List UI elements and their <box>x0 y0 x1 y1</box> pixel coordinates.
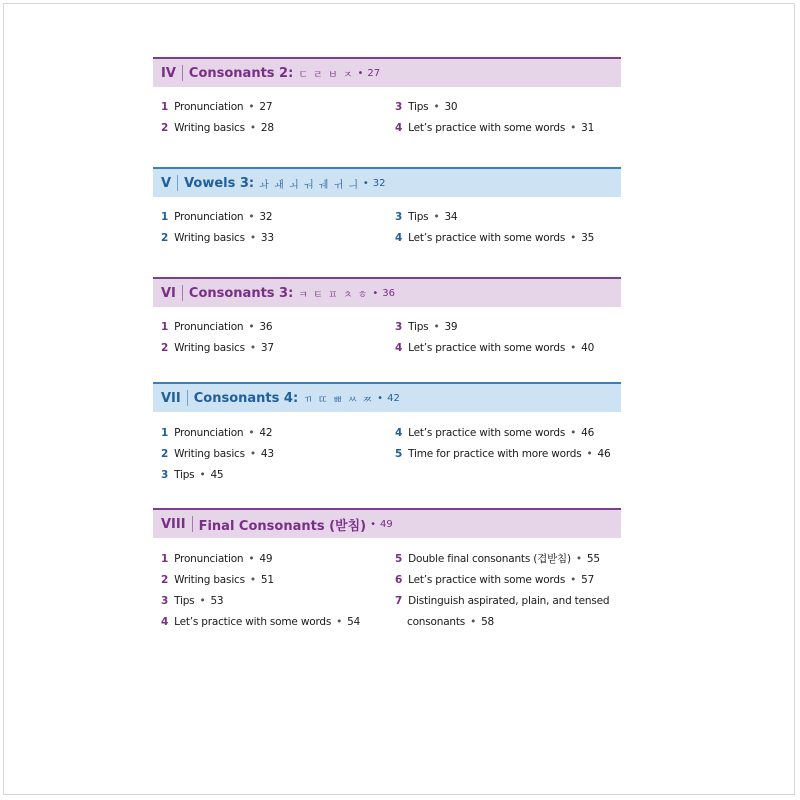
toc-item[interactable] <box>161 320 272 334</box>
section-page: 27 <box>367 67 381 79</box>
toc-item[interactable] <box>161 552 272 566</box>
item-page: 49 <box>259 553 273 565</box>
item-label: Distinguish aspirated, plain, and tensed <box>408 595 610 607</box>
item-page: 33 <box>260 232 274 244</box>
toc-item[interactable] <box>161 210 272 224</box>
toc-section-vii <box>153 382 621 412</box>
item-page: 55 <box>586 553 600 565</box>
section-page: 49 <box>380 518 393 530</box>
bullet-dot: • <box>249 448 256 460</box>
item-page: 36 <box>259 321 273 333</box>
section-number: V <box>161 175 172 191</box>
section-page: 42 <box>387 392 400 404</box>
toc-item[interactable] <box>161 100 272 114</box>
toc-item[interactable] <box>395 121 594 135</box>
item-label: Tips <box>408 321 429 333</box>
section-header[interactable] <box>153 57 621 87</box>
item-page: 40 <box>581 342 595 354</box>
section-title: Final Consonants (받침) <box>198 518 367 534</box>
toc-section-vi <box>153 277 621 307</box>
toc-item[interactable] <box>395 341 594 355</box>
item-label: Writing basics <box>174 342 245 354</box>
item-number: 4 <box>161 616 169 628</box>
item-number: 2 <box>161 122 169 134</box>
item-number: 3 <box>395 101 403 113</box>
toc-item[interactable] <box>395 210 457 224</box>
toc-item-continuation[interactable] <box>395 615 494 629</box>
toc-section-viii <box>153 508 621 538</box>
toc-item[interactable] <box>161 121 274 135</box>
section-title: Vowels 3: <box>184 175 255 191</box>
item-label: Writing basics <box>174 574 245 586</box>
bullet-dot: • <box>570 574 577 586</box>
item-page: 58 <box>481 616 495 628</box>
item-page: 31 <box>581 122 595 134</box>
item-label: Tips <box>408 211 429 223</box>
item-label: Time for practice with more words <box>408 448 582 460</box>
section-page: 32 <box>372 177 386 189</box>
section-hangul: ㅋ ㅌ ㅍ ㅊ ㅎ <box>298 289 369 301</box>
item-number: 1 <box>161 101 169 113</box>
item-label: Let’s practice with some words <box>408 232 566 244</box>
bullet-dot: • <box>199 469 206 481</box>
item-number: 7 <box>395 595 403 607</box>
toc-item[interactable] <box>395 100 457 114</box>
item-page: 45 <box>210 469 224 481</box>
toc-item[interactable] <box>161 468 223 482</box>
item-number: 2 <box>161 342 169 354</box>
item-page: 43 <box>260 448 274 460</box>
item-page: 35 <box>581 232 595 244</box>
toc-item[interactable] <box>161 594 223 608</box>
header-divider <box>192 516 193 532</box>
item-label: Writing basics <box>174 448 245 460</box>
item-number: 4 <box>395 427 403 439</box>
bullet-dot: • <box>336 616 343 628</box>
bullet-dot: • <box>199 595 206 607</box>
item-page: 46 <box>581 427 595 439</box>
item-number: 4 <box>395 232 403 244</box>
item-number: 5 <box>395 448 403 460</box>
section-number: VI <box>161 285 176 301</box>
toc-item[interactable] <box>161 341 274 355</box>
item-number: 3 <box>161 595 169 607</box>
section-hangul: ㄷ ㄹ ㅂ ㅈ <box>298 69 354 81</box>
bullet-dot: • <box>249 342 256 354</box>
item-page: 37 <box>260 342 274 354</box>
item-label: Let’s practice with some words <box>408 574 566 586</box>
toc-item[interactable] <box>161 447 274 461</box>
item-page: 27 <box>259 101 273 113</box>
item-label: Let’s practice with some words <box>408 427 566 439</box>
toc-item[interactable] <box>395 447 611 461</box>
toc-item[interactable] <box>395 426 594 440</box>
item-label: Double final consonants (겹받침) <box>408 553 571 565</box>
toc-item[interactable] <box>161 426 272 440</box>
toc-item[interactable] <box>395 552 600 566</box>
item-label: Tips <box>174 469 195 481</box>
item-number: 6 <box>395 574 403 586</box>
toc-item[interactable] <box>395 573 594 587</box>
item-number: 1 <box>161 553 169 565</box>
item-number: 2 <box>161 232 169 244</box>
bullet-dot: • <box>248 321 255 333</box>
item-label: Pronunciation <box>174 321 244 333</box>
bullet-dot: • <box>362 177 369 189</box>
toc-item[interactable] <box>395 594 609 608</box>
item-page: 57 <box>581 574 595 586</box>
item-label: Let’s practice with some words <box>408 342 566 354</box>
item-number: 4 <box>395 122 403 134</box>
bullet-dot: • <box>377 392 384 404</box>
item-number: 4 <box>395 342 403 354</box>
item-number: 5 <box>395 553 403 565</box>
item-page: 42 <box>259 427 273 439</box>
item-label: Tips <box>408 101 429 113</box>
section-header[interactable] <box>153 382 621 412</box>
item-page: 32 <box>259 211 273 223</box>
toc-item[interactable] <box>161 573 274 587</box>
item-label: Let’s practice with some words <box>174 616 332 628</box>
toc-item[interactable] <box>161 615 360 629</box>
bullet-dot: • <box>570 342 577 354</box>
item-label: Tips <box>174 595 195 607</box>
bullet-dot: • <box>433 211 440 223</box>
item-label: consonants <box>407 616 466 628</box>
item-page: 54 <box>347 616 361 628</box>
item-number: 1 <box>161 211 169 223</box>
item-page: 39 <box>444 321 458 333</box>
section-header[interactable] <box>153 508 621 538</box>
item-page: 51 <box>260 574 274 586</box>
section-header[interactable] <box>153 167 621 197</box>
item-number: 2 <box>161 448 169 460</box>
item-page: 53 <box>210 595 224 607</box>
bullet-dot: • <box>433 101 440 113</box>
bullet-dot: • <box>570 427 577 439</box>
item-number: 2 <box>161 574 169 586</box>
bullet-dot: • <box>249 122 256 134</box>
toc-section-v <box>153 167 621 197</box>
section-number: VIII <box>161 516 186 532</box>
item-number: 1 <box>161 427 169 439</box>
section-header[interactable] <box>153 277 621 307</box>
toc-item[interactable] <box>395 231 594 245</box>
header-divider <box>182 285 183 301</box>
item-label: Pronunciation <box>174 553 244 565</box>
bullet-dot: • <box>433 321 440 333</box>
section-number: VII <box>161 390 181 406</box>
bullet-dot: • <box>248 101 255 113</box>
bullet-dot: • <box>470 616 477 628</box>
item-page: 46 <box>597 448 611 460</box>
section-hangul: ㅘ ㅙ ㅚ ㅝ ㅞ ㅟ ㅢ <box>259 179 359 191</box>
header-divider <box>177 175 178 191</box>
section-hangul: ㄲ ㄸ ㅃ ㅆ ㅉ <box>303 394 374 406</box>
item-number: 3 <box>395 321 403 333</box>
section-title: Consonants 3: <box>188 285 294 301</box>
item-number: 1 <box>161 321 169 333</box>
toc-item[interactable] <box>395 320 457 334</box>
section-title: Consonants 2: <box>188 65 294 81</box>
bullet-dot: • <box>575 553 582 565</box>
bullet-dot: • <box>370 518 376 530</box>
item-label: Let’s practice with some words <box>408 122 566 134</box>
item-number: 3 <box>395 211 403 223</box>
item-label: Pronunciation <box>174 211 244 223</box>
bullet-dot: • <box>248 427 255 439</box>
section-page: 36 <box>382 287 395 299</box>
item-label: Writing basics <box>174 122 245 134</box>
bullet-dot: • <box>248 553 255 565</box>
bullet-dot: • <box>570 232 577 244</box>
item-number: 3 <box>161 469 169 481</box>
item-page: 34 <box>444 211 458 223</box>
toc-section-iv <box>153 57 621 87</box>
bullet-dot: • <box>249 232 256 244</box>
header-divider <box>187 390 188 406</box>
bullet-dot: • <box>372 287 379 299</box>
section-number: IV <box>161 65 176 81</box>
bullet-dot: • <box>249 574 256 586</box>
toc-item[interactable] <box>161 231 274 245</box>
bullet-dot: • <box>248 211 255 223</box>
item-label: Pronunciation <box>174 101 244 113</box>
bullet-dot: • <box>586 448 593 460</box>
item-page: 28 <box>260 122 274 134</box>
item-label: Writing basics <box>174 232 245 244</box>
item-page: 30 <box>444 101 458 113</box>
header-divider <box>182 65 183 81</box>
bullet-dot: • <box>357 67 364 79</box>
item-label: Pronunciation <box>174 427 244 439</box>
section-title: Consonants 4: <box>193 390 299 406</box>
bullet-dot: • <box>570 122 577 134</box>
